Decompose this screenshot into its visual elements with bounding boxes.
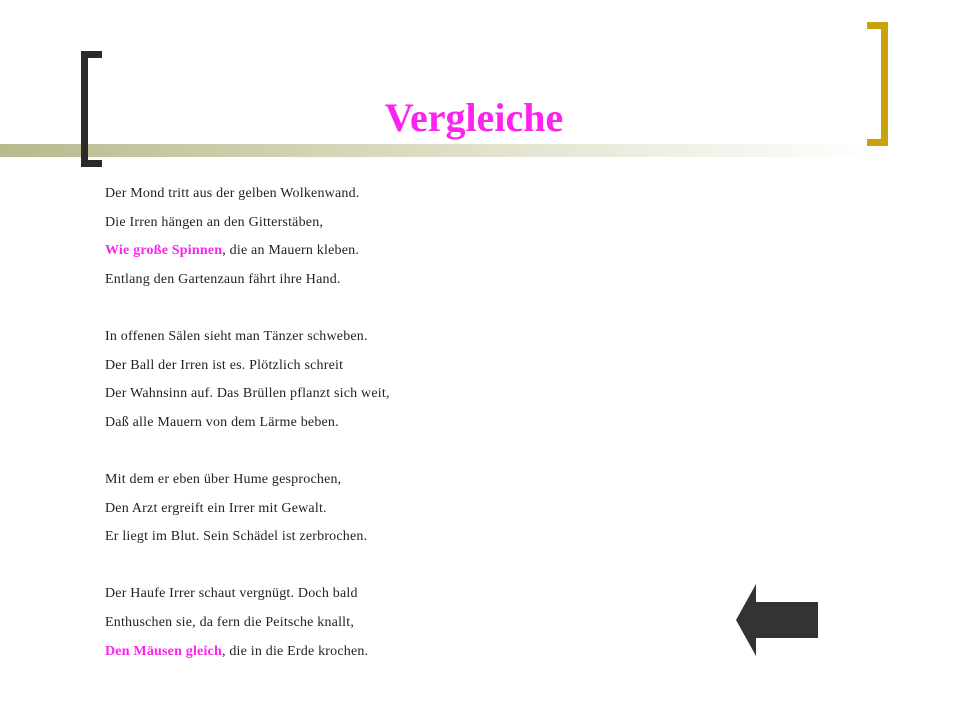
poem-line: In offenen Sälen sieht man Tänzer schweben.	[105, 328, 368, 344]
stanza-gap	[105, 437, 705, 466]
stanza-gap	[105, 294, 705, 323]
poem-line: Daß alle Mauern von dem Lärme beben.	[105, 414, 339, 430]
poem	[105, 180, 705, 666]
poem-line: Der Ball der Irren ist es. Plötzlich schreit	[105, 357, 344, 373]
poem-line: Mit dem er eben über Hume gesprochen,	[105, 471, 342, 487]
poem-line-rest: , die an Mauern kleben.	[222, 243, 360, 259]
back-button[interactable]	[736, 584, 818, 656]
poem-line	[105, 237, 705, 266]
poem-line: Die Irren hängen an den Gitterstäben,	[105, 214, 324, 230]
poem-line-rest: , die in die Erde krochen.	[221, 643, 369, 659]
poem-line: Der Wahnsinn auf. Das Brüllen pflanzt sich weit,	[105, 386, 390, 402]
poem-line: Er liegt im Blut. Sein Schädel ist zerbrochen.	[105, 529, 368, 545]
slide-title: Vergleiche	[384, 95, 564, 140]
poem-line: Enthuschen sie, da fern die Peitsche knallt,	[105, 614, 355, 630]
left-arrow-icon	[736, 584, 818, 656]
comparison-highlight: Wie große Spinnen	[105, 243, 223, 259]
poem-line: Der Mond tritt aus der gelben Wolkenwand.	[105, 186, 360, 201]
poem-line	[105, 638, 705, 667]
poem-line: Der Haufe Irrer schaut vergnügt. Doch bald	[105, 586, 358, 602]
poem-line: Entlang den Gartenzaun fährt ihre Hand.	[105, 271, 341, 287]
comparison-highlight: Den Mäusen gleich	[105, 643, 222, 659]
title-underline-bar	[0, 144, 880, 157]
poem-line: Den Arzt ergreift ein Irrer mit Gewalt.	[105, 500, 327, 516]
stanza-gap	[105, 552, 705, 581]
